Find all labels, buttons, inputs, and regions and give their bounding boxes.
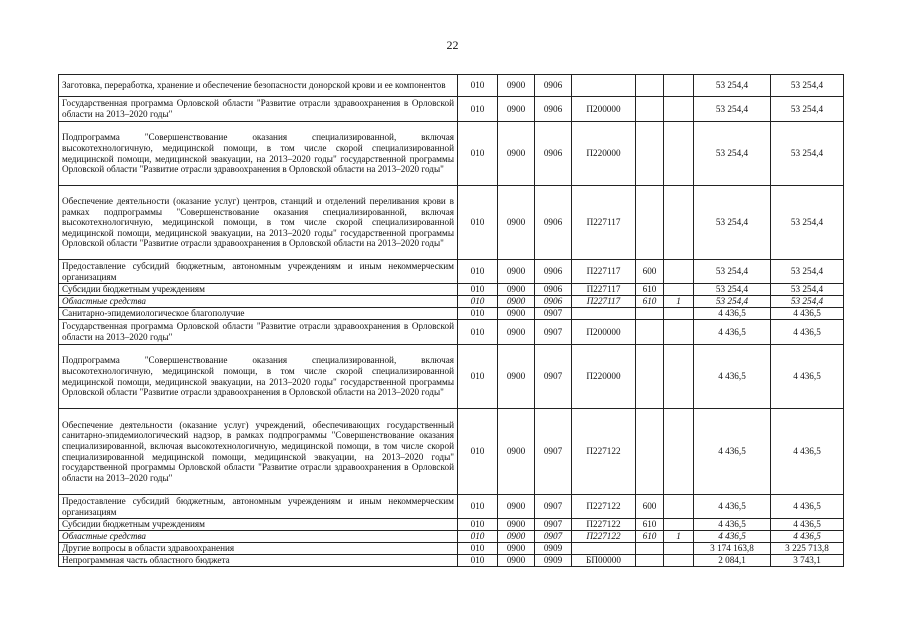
cell-subsection-code: 0909 <box>535 555 572 567</box>
cell-department-code: 010 <box>458 308 498 320</box>
cell-target-article: П200000 <box>572 320 636 345</box>
cell-amount-1: 53 254,4 <box>694 97 771 122</box>
cell-subsection-code: 0906 <box>535 186 572 260</box>
cell-section-code: 0900 <box>498 543 535 555</box>
cell-amount-2: 4 436,5 <box>771 320 844 345</box>
cell-expense-type: 610 <box>636 296 664 308</box>
table-row <box>59 555 844 567</box>
cell-amount-1: 53 254,4 <box>694 75 771 97</box>
table-row <box>59 519 844 531</box>
cell-amount-2: 53 254,4 <box>771 75 844 97</box>
cell-department-code: 010 <box>458 531 498 543</box>
cell-section-code: 0900 <box>498 531 535 543</box>
cell-amount-2: 53 254,4 <box>771 296 844 308</box>
cell-amount-2: 4 436,5 <box>771 345 844 409</box>
cell-target-article: П227122 <box>572 531 636 543</box>
cell-section-code: 0900 <box>498 320 535 345</box>
cell-department-code: 010 <box>458 296 498 308</box>
budget-table <box>58 74 844 567</box>
cell-department-code: 010 <box>458 75 498 97</box>
cell-target-article: П227122 <box>572 519 636 531</box>
budget-table-body <box>59 75 844 567</box>
cell-amount-1: 3 174 163,8 <box>694 543 771 555</box>
cell-subsection-code: 0906 <box>535 97 572 122</box>
cell-description: Областные средства <box>59 531 458 543</box>
cell-amount-1: 4 436,5 <box>694 345 771 409</box>
cell-amount-1: 4 436,5 <box>694 409 771 495</box>
cell-department-code: 010 <box>458 555 498 567</box>
cell-expense-type <box>636 308 664 320</box>
table-row <box>59 543 844 555</box>
cell-subsection-code: 0907 <box>535 345 572 409</box>
cell-funding-source <box>664 543 694 555</box>
cell-amount-1: 4 436,5 <box>694 531 771 543</box>
cell-funding-source <box>664 186 694 260</box>
table-row <box>59 320 844 345</box>
cell-department-code: 010 <box>458 320 498 345</box>
cell-amount-2: 4 436,5 <box>771 495 844 519</box>
cell-description: Субсидии бюджетным учреждениям <box>59 519 458 531</box>
cell-subsection-code: 0907 <box>535 409 572 495</box>
cell-funding-source <box>664 97 694 122</box>
cell-funding-source <box>664 320 694 345</box>
cell-description: Предоставление субсидий бюджетным, автономным учреждениям и иным некоммерческим организациям <box>59 260 458 284</box>
cell-department-code: 010 <box>458 409 498 495</box>
cell-subsection-code: 0907 <box>535 495 572 519</box>
cell-subsection-code: 0907 <box>535 320 572 345</box>
table-row <box>59 260 844 284</box>
cell-funding-source <box>664 495 694 519</box>
cell-subsection-code: 0907 <box>535 308 572 320</box>
cell-expense-type <box>636 122 664 186</box>
cell-expense-type <box>636 345 664 409</box>
cell-subsection-code: 0909 <box>535 543 572 555</box>
cell-section-code: 0900 <box>498 186 535 260</box>
cell-expense-type: 600 <box>636 260 664 284</box>
table-row <box>59 296 844 308</box>
cell-department-code: 010 <box>458 519 498 531</box>
cell-department-code: 010 <box>458 186 498 260</box>
cell-expense-type: 610 <box>636 519 664 531</box>
cell-amount-1: 53 254,4 <box>694 122 771 186</box>
cell-expense-type <box>636 409 664 495</box>
cell-target-article <box>572 75 636 97</box>
cell-description: Обеспечение деятельности (оказание услуг) центров, станций и отделений переливания крови в рамках подпрограммы "Совершенствование оказания специализированной, включая высокотехнологичную, медицинской помощи, в том числе скорой специализированной медицинской помощи, медицинской эвакуации, на 2013–2020 годы" государственной программы Орловской области "Развитие отрасли здравоохранения в Орловской области на 2013–2020 годы" <box>59 186 458 260</box>
table-row <box>59 345 844 409</box>
cell-target-article: П227122 <box>572 495 636 519</box>
cell-amount-1: 4 436,5 <box>694 519 771 531</box>
cell-funding-source: 1 <box>664 531 694 543</box>
cell-amount-2: 53 254,4 <box>771 122 844 186</box>
cell-target-article <box>572 543 636 555</box>
cell-description: Заготовка, переработка, хранение и обеспечение безопасности донорской крови и ее компонентов <box>59 75 458 97</box>
cell-amount-2: 4 436,5 <box>771 531 844 543</box>
cell-expense-type: 610 <box>636 284 664 296</box>
cell-amount-1: 53 254,4 <box>694 186 771 260</box>
cell-target-article: П227117 <box>572 284 636 296</box>
table-row <box>59 122 844 186</box>
cell-funding-source <box>664 260 694 284</box>
cell-subsection-code: 0906 <box>535 284 572 296</box>
cell-department-code: 010 <box>458 543 498 555</box>
cell-amount-2: 4 436,5 <box>771 519 844 531</box>
cell-description: Государственная программа Орловской области "Развитие отрасли здравоохранения в Орловской области на 2013–2020 годы" <box>59 97 458 122</box>
table-row <box>59 531 844 543</box>
cell-description: Обеспечение деятельности (оказание услуг) учреждений, обеспечивающих государственный санитарно-эпидемиологический надзор, в рамках подпрограммы "Совершенствование оказания специализированной, включая высокотехнологичную, медицинской помощи, в том числе скорой специализированной медицинской помощи, медицинской эвакуации, на 2013–2020 годы" государственной программы Орловской области "Развитие отрасли здравоохранения в Орловской области на 2013–2020 годы" <box>59 409 458 495</box>
page-number: 22 <box>446 38 459 52</box>
cell-target-article <box>572 308 636 320</box>
cell-section-code: 0900 <box>498 519 535 531</box>
cell-amount-2: 53 254,4 <box>771 186 844 260</box>
cell-section-code: 0900 <box>498 308 535 320</box>
cell-department-code: 010 <box>458 260 498 284</box>
cell-subsection-code: 0906 <box>535 260 572 284</box>
cell-department-code: 010 <box>458 345 498 409</box>
table-row <box>59 75 844 97</box>
cell-amount-2: 4 436,5 <box>771 308 844 320</box>
cell-section-code: 0900 <box>498 284 535 296</box>
cell-target-article: БП00000 <box>572 555 636 567</box>
cell-target-article: П227117 <box>572 260 636 284</box>
cell-funding-source <box>664 555 694 567</box>
table-row <box>59 284 844 296</box>
cell-amount-1: 4 436,5 <box>694 320 771 345</box>
cell-amount-2: 53 254,4 <box>771 97 844 122</box>
cell-department-code: 010 <box>458 284 498 296</box>
cell-target-article: П220000 <box>572 345 636 409</box>
cell-funding-source <box>664 308 694 320</box>
cell-description: Областные средства <box>59 296 458 308</box>
cell-expense-type <box>636 320 664 345</box>
cell-expense-type <box>636 75 664 97</box>
cell-amount-1: 53 254,4 <box>694 284 771 296</box>
cell-department-code: 010 <box>458 495 498 519</box>
cell-target-article: П227117 <box>572 296 636 308</box>
cell-amount-2: 3 743,1 <box>771 555 844 567</box>
cell-section-code: 0900 <box>498 345 535 409</box>
cell-subsection-code: 0907 <box>535 531 572 543</box>
cell-expense-type <box>636 97 664 122</box>
table-row <box>59 409 844 495</box>
cell-description: Субсидии бюджетным учреждениям <box>59 284 458 296</box>
table-row <box>59 186 844 260</box>
cell-funding-source <box>664 409 694 495</box>
cell-target-article: П227122 <box>572 409 636 495</box>
cell-description: Государственная программа Орловской области "Развитие отрасли здравоохранения в Орловской области на 2013–2020 годы" <box>59 320 458 345</box>
cell-target-article: П200000 <box>572 97 636 122</box>
cell-expense-type <box>636 555 664 567</box>
cell-description: Непрограммная часть областного бюджета <box>59 555 458 567</box>
cell-section-code: 0900 <box>498 555 535 567</box>
table-row <box>59 308 844 320</box>
cell-section-code: 0900 <box>498 260 535 284</box>
cell-expense-type: 600 <box>636 495 664 519</box>
cell-funding-source <box>664 519 694 531</box>
cell-section-code: 0900 <box>498 122 535 186</box>
cell-department-code: 010 <box>458 122 498 186</box>
cell-subsection-code: 0906 <box>535 75 572 97</box>
cell-amount-1: 53 254,4 <box>694 260 771 284</box>
cell-funding-source: 1 <box>664 296 694 308</box>
cell-amount-1: 53 254,4 <box>694 296 771 308</box>
cell-amount-1: 2 084,1 <box>694 555 771 567</box>
cell-subsection-code: 0906 <box>535 122 572 186</box>
cell-funding-source <box>664 345 694 409</box>
cell-target-article: П220000 <box>572 122 636 186</box>
cell-amount-2: 53 254,4 <box>771 260 844 284</box>
cell-description: Другие вопросы в области здравоохранения <box>59 543 458 555</box>
table-row <box>59 97 844 122</box>
cell-section-code: 0900 <box>498 75 535 97</box>
cell-description: Санитарно-эпидемиологическое благополучие <box>59 308 458 320</box>
cell-department-code: 010 <box>458 97 498 122</box>
cell-amount-1: 4 436,5 <box>694 308 771 320</box>
cell-amount-1: 4 436,5 <box>694 495 771 519</box>
cell-expense-type <box>636 186 664 260</box>
cell-subsection-code: 0907 <box>535 519 572 531</box>
cell-subsection-code: 0906 <box>535 296 572 308</box>
cell-section-code: 0900 <box>498 296 535 308</box>
cell-funding-source <box>664 75 694 97</box>
cell-expense-type: 610 <box>636 531 664 543</box>
cell-target-article: П227117 <box>572 186 636 260</box>
cell-amount-2: 3 225 713,8 <box>771 543 844 555</box>
table-row <box>59 495 844 519</box>
cell-section-code: 0900 <box>498 495 535 519</box>
cell-description: Подпрограмма "Совершенствование оказания специализированной, включая высокотехнологичную, медицинской помощи, в том числе скорой специализированной медицинской помощи, медицинской эвакуации, на 2013–2020 годы" государственной программы Орловской области "Развитие отрасли здравоохранения в Орловской области на 2013–2020 годы" <box>59 122 458 186</box>
cell-description: Подпрограмма "Совершенствование оказания специализированной, включая высокотехнологичную, медицинской помощи, в том числе скорой специализированной медицинской помощи, медицинской эвакуации, на 2013–2020 годы" государственной программы Орловской области "Развитие отрасли здравоохранения в Орловской области на 2013–2020 годы" <box>59 345 458 409</box>
cell-funding-source <box>664 284 694 296</box>
cell-amount-2: 4 436,5 <box>771 409 844 495</box>
cell-amount-2: 53 254,4 <box>771 284 844 296</box>
cell-section-code: 0900 <box>498 409 535 495</box>
cell-section-code: 0900 <box>498 97 535 122</box>
cell-expense-type <box>636 543 664 555</box>
cell-funding-source <box>664 122 694 186</box>
cell-description: Предоставление субсидий бюджетным, автономным учреждениям и иным некоммерческим организациям <box>59 495 458 519</box>
